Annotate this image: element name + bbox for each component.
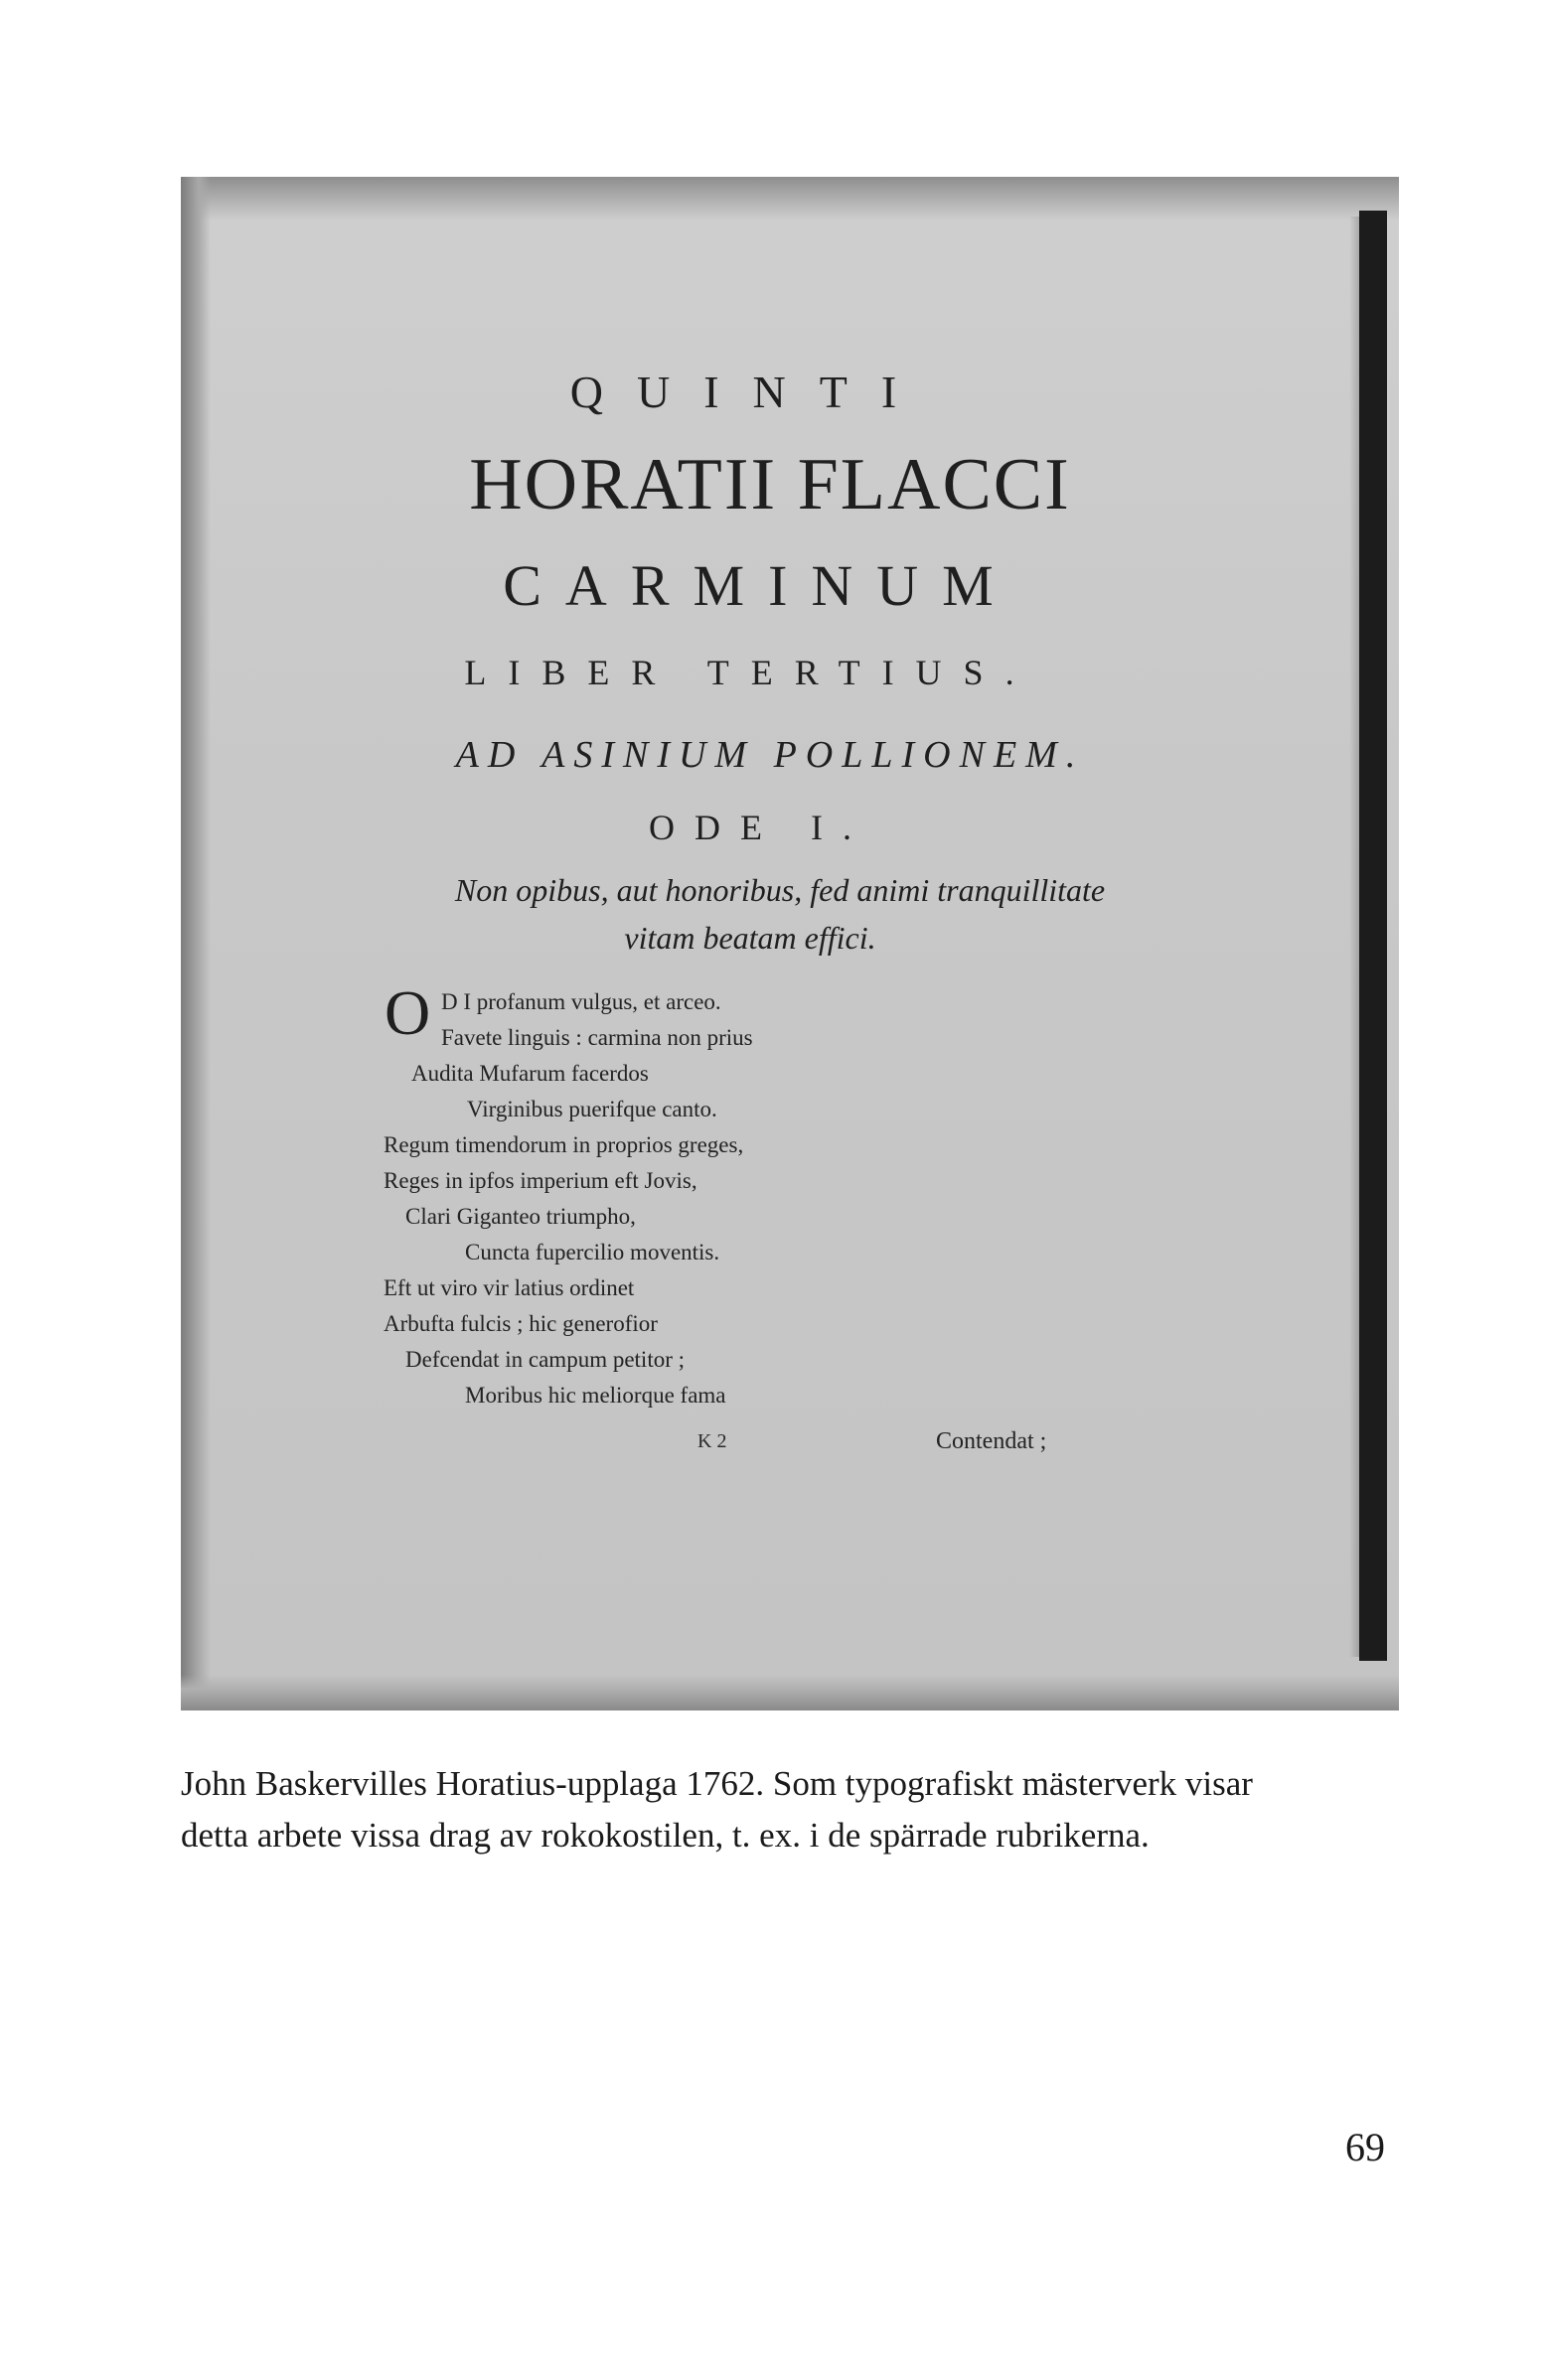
argument-line-1: Non opibus, aut honoribus, fed animi tranquillitate (454, 872, 1106, 908)
catchword: Contendat ; (936, 1428, 1047, 1454)
argument-line-2: vitam beatam effici. (624, 920, 876, 956)
poem-line: Favete linguis : carmina non prius (441, 1025, 753, 1050)
caption-line-1: John Baskervilles Horatius-upplaga 1762. Som typografiskt mästerverk visar (181, 1764, 1253, 1803)
caption-line-2: detta arbete vissa drag av rokokostilen, t. ex. i de spärrade rubrikerna. (181, 1816, 1150, 1855)
figure-caption (181, 1758, 1399, 1861)
photo-top-shadow (181, 177, 1399, 221)
photo-bottom-shadow (181, 1675, 1399, 1711)
title-horatii-flacci: HORATII FLACCI (469, 444, 1071, 525)
title-liber-tertius: LIBER TERTIUS. (464, 653, 1036, 692)
book-photograph (181, 177, 1399, 1711)
signature-mark: K 2 (697, 1430, 727, 1452)
page-number: 69 (1345, 2125, 1385, 2169)
poem-line: Arbufta fulcis ; hic generofior (384, 1311, 658, 1336)
poem-line: Defcendat in campum petitor ; (405, 1347, 686, 1372)
poem-line: Cuncta fupercilio moventis. (465, 1240, 720, 1264)
poem-line: Clari Giganteo triumpho, (405, 1204, 636, 1229)
title-quinti: QUINTI (569, 367, 931, 417)
poem-line: Reges in ipfos imperium eft Jovis, (384, 1168, 697, 1193)
book-spine-edge (1359, 211, 1387, 1661)
title-carminum: CARMINUM (503, 553, 1017, 618)
poem-line: Eft ut viro vir latius ordinet (384, 1275, 635, 1300)
poem-line: Moribus hic meliorque fama (465, 1383, 726, 1408)
poem-line: Regum timendorum in proprios greges, (384, 1132, 744, 1157)
ode-heading: ODE I. (649, 808, 871, 847)
poem-line: Audita Mufarum facerdos (411, 1061, 649, 1086)
poem-line: D I profanum vulgus, et arceo. (441, 989, 721, 1014)
drop-cap: O (385, 977, 431, 1048)
dedication-heading: AD ASINIUM POLLIONEM. (455, 734, 1085, 776)
poem-line: Virginibus puerifque canto. (467, 1097, 717, 1121)
